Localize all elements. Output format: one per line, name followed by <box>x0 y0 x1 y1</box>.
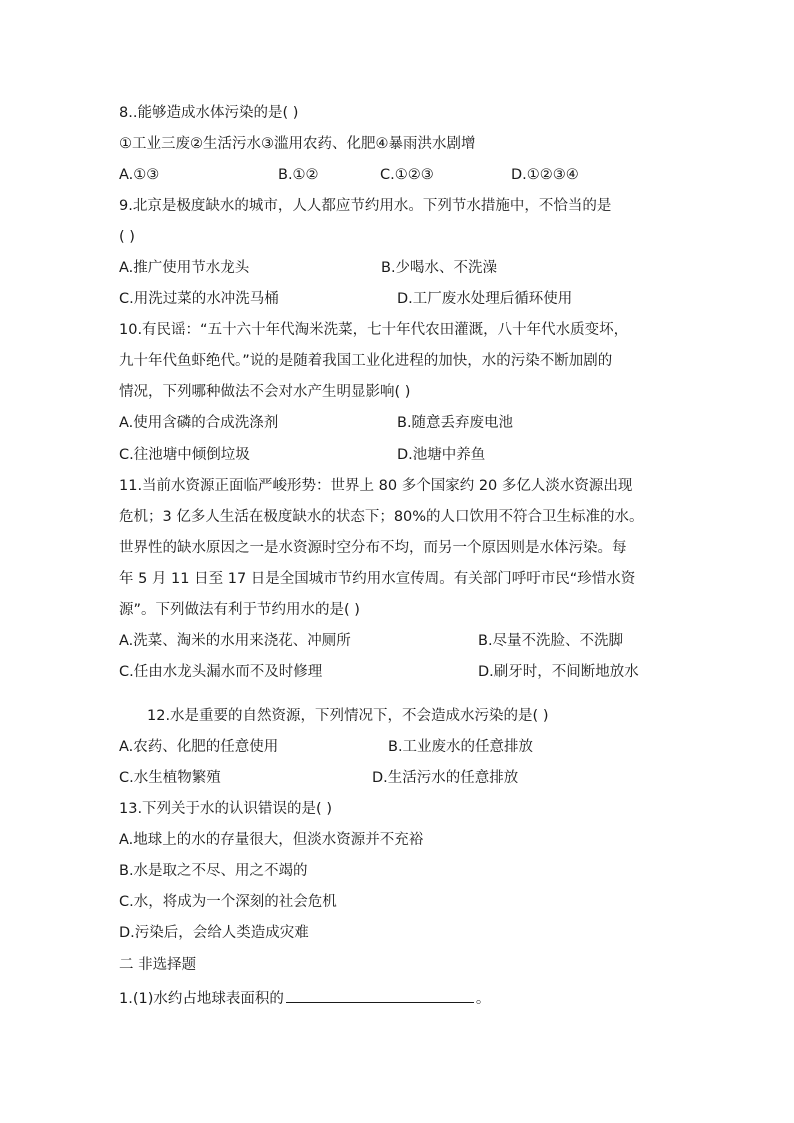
q9-option-c: C.用洗过菜的水冲洗马桶 <box>119 291 279 307</box>
q10-option-b: B.随意丢弃废电池 <box>397 415 514 431</box>
q10-line-1: 10.有民谣：“五十六十年代淘米洗菜，七十年代农田灌溉，八十年代水质变坏， <box>119 322 629 338</box>
q11-line-5: 源”。下列做法有利于节约用水的是( ) <box>119 602 360 618</box>
q12-option-b: B.工业废水的任意排放 <box>388 739 534 755</box>
q13-stem: 13.下列关于水的认识错误的是( ) <box>119 801 332 817</box>
q8-items: ①工业三废②生活污水③滥用农药、化肥④暴雨洪水剧增 <box>119 136 476 152</box>
q11-option-b: B.尽量不洗脸、不洗脚 <box>478 633 624 649</box>
fill-question-1 <box>119 986 490 1009</box>
q8-option-d: D.①②③④ <box>511 167 579 183</box>
q11-line-1: 11.当前水资源正面临严峻形势：世界上 80 多个国家约 20 多亿人淡水资源出现 <box>119 478 633 494</box>
q11-option-a: A.洗菜、淘米的水用来浇花、冲厕所 <box>119 633 351 649</box>
q13-option-a: A.地球上的水的存量很大，但淡水资源并不充裕 <box>119 832 424 848</box>
q12-stem: 12.水是重要的自然资源，下列情况下，不会造成水污染的是( ) <box>147 708 549 724</box>
fill-question-1-suffix: 。 <box>475 991 491 1007</box>
q9-option-d: D.工厂废水处理后循环使用 <box>397 291 573 307</box>
q9-option-a: A.推广使用节水龙头 <box>119 260 250 276</box>
q12-option-c: C.水生植物繁殖 <box>119 770 221 786</box>
q11-option-d: D.刷牙时，不间断地放水 <box>478 664 639 680</box>
q11-line-3: 世界性的缺水原因之一是水资源时空分布不均，而另一个原因则是水体污染。每 <box>119 540 627 556</box>
q9-option-b: B.少喝水、不洗澡 <box>381 260 498 276</box>
q8-option-b: B.①② <box>278 167 319 183</box>
q12-option-a: A.农药、化肥的任意使用 <box>119 739 279 755</box>
q12-option-d: D.生活污水的任意排放 <box>372 770 519 786</box>
q11-line-2: 危机；3 亿多人生活在极度缺水的状态下；80%的人口饮用不符合卫生标准的水。 <box>119 509 644 525</box>
q9-stem-paren: ( ) <box>119 229 135 245</box>
q10-line-3: 情况，下列哪种做法不会对水产生明显影响( ) <box>119 384 411 400</box>
q10-option-c: C.往池塘中倾倒垃圾 <box>119 447 250 463</box>
q8-option-a: A.①③ <box>119 167 160 183</box>
q13-option-d: D.污染后，会给人类造成灾难 <box>119 925 309 941</box>
q11-line-4: 年 5 月 11 日至 17 日是全国城市节约用水宣传周。有关部门呼吁市民“珍惜水资 <box>119 571 636 587</box>
answer-blank[interactable] <box>286 986 474 1003</box>
q10-option-a: A.使用含磷的合成洗涤剂 <box>119 415 279 431</box>
q13-option-c: C.水，将成为一个深刻的社会危机 <box>119 894 337 910</box>
q8-stem: 8..能够造成水体污染的是( ) <box>119 105 299 121</box>
q10-option-d: D.池塘中养鱼 <box>397 447 486 463</box>
q10-line-2: 九十年代鱼虾绝代。”说的是随着我国工业化进程的加快，水的污染不断加剧的 <box>119 353 613 369</box>
q13-option-b: B.水是取之不尽、用之不竭的 <box>119 863 308 879</box>
section-title: 二 非选择题 <box>119 957 197 973</box>
q8-option-c: C.①②③ <box>380 167 434 183</box>
fill-question-1-prefix: 1.(1)水约占地球表面积的 <box>119 991 284 1007</box>
q11-option-c: C.任由水龙头漏水而不及时修理 <box>119 664 323 680</box>
q9-stem: 9.北京是极度缺水的城市，人人都应节约用水。下列节水措施中，不恰当的是 <box>119 198 612 214</box>
